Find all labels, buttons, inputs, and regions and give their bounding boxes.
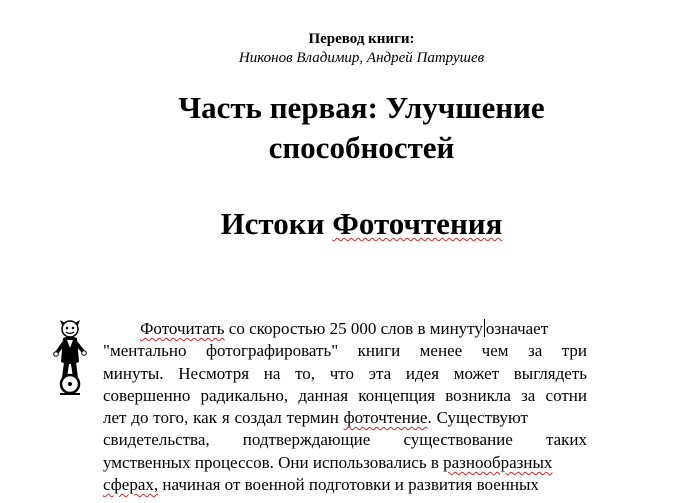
part-title-line-2: способностей	[268, 130, 455, 165]
paragraph-line-1-text: со скоростью 25 000 слов в минуту	[224, 319, 483, 338]
paragraph-line-8	[103, 474, 587, 496]
paragraph-line-4: совершенно радикально, данная концепция возникла за сотни	[103, 385, 587, 405]
chapter-title-word-2: Фоточтения	[332, 206, 503, 241]
paragraph-word-fotochitat: Фоточитать	[140, 319, 225, 338]
part-title	[0, 88, 699, 168]
cartoon-figure-icon	[52, 318, 88, 396]
paragraph-line-3: минуты. Несмотря на то, что эта идея может выглядеть	[103, 363, 587, 383]
paragraph-line-1	[103, 318, 587, 340]
paragraph-word-raznoobraznykh: разнообразных	[443, 452, 553, 472]
paragraph-line-5-start: лет до того, как я создал термин	[103, 408, 344, 428]
paragraph-line-8-text: начиная от военной подготовки и развития военных	[158, 475, 539, 495]
chapter-title-word-1: Истоки	[220, 206, 325, 241]
paragraph-line-5	[103, 407, 587, 429]
chapter-title	[0, 204, 699, 244]
paragraph-body	[103, 318, 587, 496]
paragraph-line-7-start: умственных процессов. Они использовались в	[103, 452, 444, 472]
paragraph-word-fotochtenie: фоточтение	[343, 408, 428, 428]
text-cursor	[484, 319, 485, 337]
paragraph-line-1-end: означает	[485, 319, 549, 338]
translation-heading: Перевод книги:	[308, 31, 415, 47]
translators-line: Никонов Владимир, Андрей Патрушев	[238, 50, 485, 66]
paragraph-line-2: "ментально фотографировать" книги менее чем за три	[103, 341, 587, 361]
paragraph-word-sferakh: сферах,	[103, 475, 159, 495]
paragraph-line-5-end: . Существуют	[427, 408, 528, 428]
part-title-line-1: Часть первая: Улучшение	[178, 90, 545, 125]
paragraph-line-6: свидетельства, подтверждающие существование таких	[103, 430, 587, 450]
paragraph-line-7	[103, 452, 587, 474]
